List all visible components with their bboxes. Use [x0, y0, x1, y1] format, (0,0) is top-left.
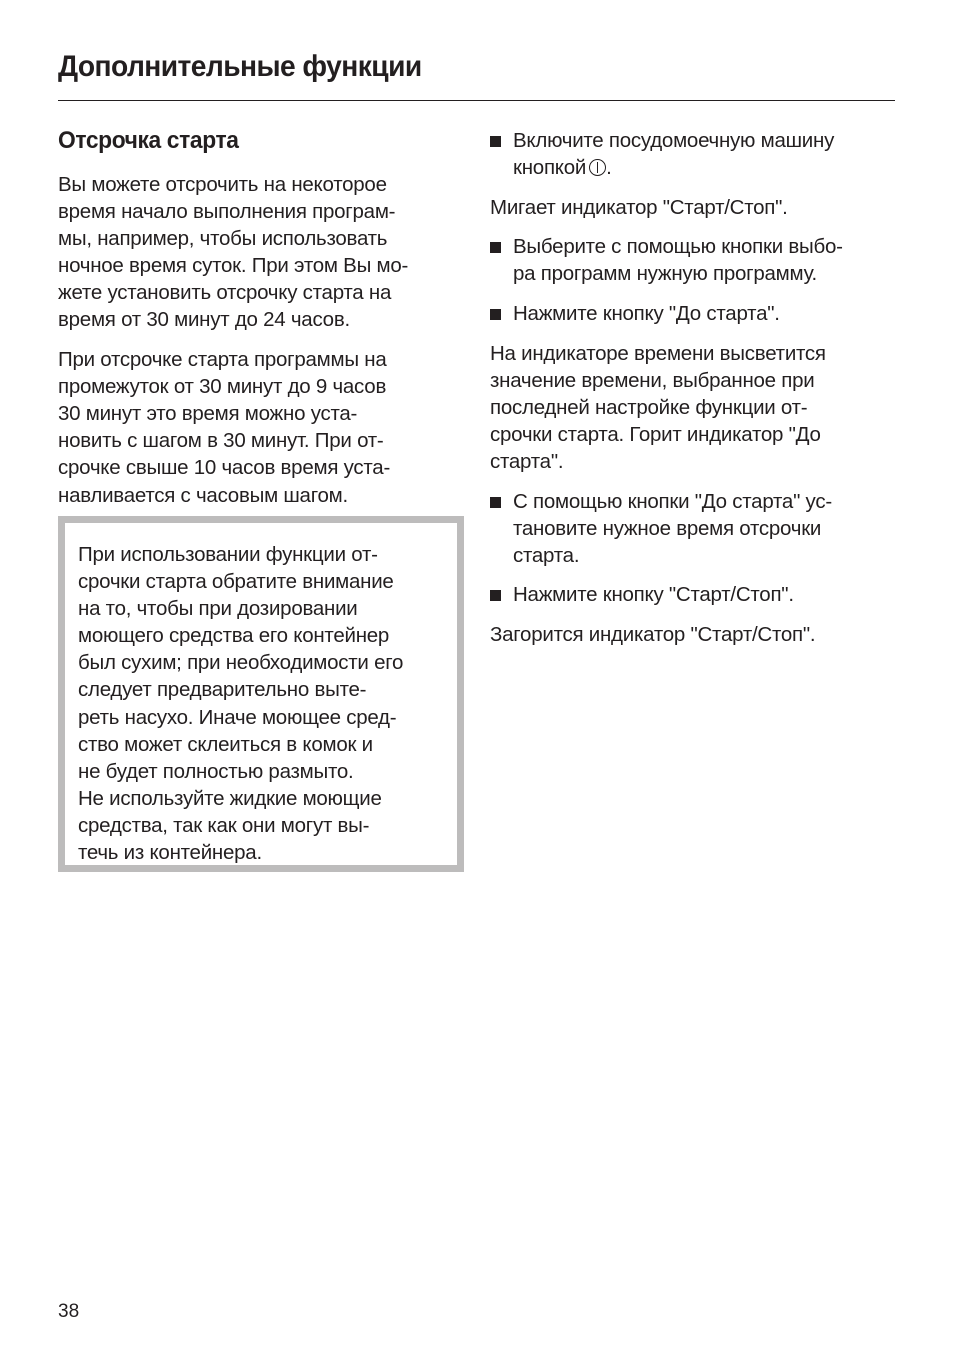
text-line: Нажмите кнопку "Старт/Стоп". [513, 583, 794, 607]
instruction-step [490, 300, 900, 327]
page-title: Дополнительные функции [58, 50, 422, 83]
left-column [58, 125, 468, 521]
text-line: Вы можете отсрочить на некоторое [58, 173, 387, 196]
result-text [490, 194, 900, 221]
square-bullet-icon [490, 309, 501, 320]
square-bullet-icon [490, 242, 501, 253]
text-fragment: . [606, 156, 612, 180]
text-line: не будет полностью размыто. [78, 759, 354, 783]
text-line: жете установить отсрочку старта на [58, 281, 392, 305]
text-line: При отсрочке старта программы на [58, 348, 387, 372]
text-line: время начало выполнения програм- [58, 200, 396, 224]
instruction-step [490, 127, 900, 181]
text-line: последней настройке функции от- [490, 395, 808, 419]
text-line: течь из контейнера. [78, 841, 262, 865]
text-line: реть насухо. Иначе моющее сред- [78, 705, 397, 729]
power-button-icon [589, 159, 606, 176]
text-line: значение времени, выбранное при [490, 368, 815, 392]
text-line: срочки старта обратите внимание [78, 570, 394, 594]
title-divider [58, 100, 895, 101]
text-line: был сухим; при необходимости его [78, 651, 404, 675]
intro-paragraph [58, 171, 468, 334]
note-box [58, 516, 464, 872]
text-line: старта". [490, 449, 564, 473]
text-line: следует предварительно выте- [78, 678, 367, 702]
text-line: Нажмите кнопку "До старта". [513, 301, 780, 325]
text-line: мы, например, чтобы использовать [58, 227, 388, 251]
text-fragment: кнопкой [513, 156, 587, 180]
text-line: ство может склеиться в комок и [78, 732, 373, 756]
instruction-step [490, 488, 900, 569]
text-line: ра программ нужную программу. [513, 262, 817, 286]
text-line: промежуток от 30 минут до 9 часов [58, 375, 387, 399]
text-line: новить с шагом в 30 минут. При от- [58, 429, 384, 453]
section-heading: Отсрочка старта [58, 127, 239, 154]
note-text [78, 541, 403, 866]
text-line: Не используйте жидкие моющие [78, 786, 382, 810]
square-bullet-icon [490, 136, 501, 147]
text-line: На индикаторе времени высветится [490, 341, 826, 365]
text-line: навливается с часовым шагом. [58, 483, 348, 507]
text-line: Загорится индикатор "Старт/Стоп". [490, 622, 816, 646]
right-column [490, 127, 900, 661]
page-number: 38 [58, 1301, 80, 1322]
text-line: срочки старта. Горит индикатор "До [490, 422, 821, 446]
square-bullet-icon [490, 497, 501, 508]
text-line: Мигает индикатор "Старт/Стоп". [490, 195, 788, 219]
instruction-step [490, 581, 900, 608]
text-line: средства, так как они могут вы- [78, 813, 370, 837]
result-text [490, 621, 900, 648]
text-line: старта. [513, 543, 580, 567]
text-line: тановите нужное время отсрочки [513, 516, 822, 540]
square-bullet-icon [490, 590, 501, 601]
text-line [513, 154, 900, 181]
text-line: 30 минут это время можно уста- [58, 402, 358, 426]
result-text [490, 340, 900, 475]
text-line: При использовании функции от- [78, 543, 378, 566]
text-line: срочке свыше 10 часов время уста- [58, 456, 391, 480]
text-line: на то, чтобы при дозировании [78, 597, 358, 621]
text-line: Выберите с помощью кнопки выбо- [513, 235, 843, 259]
instruction-step [490, 233, 900, 287]
text-line: время от 30 минут до 24 часов. [58, 308, 350, 332]
text-line: Включите посудомоечную машину [513, 129, 835, 152]
text-line: С помощью кнопки "До старта" ус- [513, 489, 832, 513]
text-line: ночное время суток. При этом Вы мо- [58, 254, 409, 278]
step-paragraph [58, 346, 468, 509]
text-line: моющего средства его контейнер [78, 624, 390, 648]
